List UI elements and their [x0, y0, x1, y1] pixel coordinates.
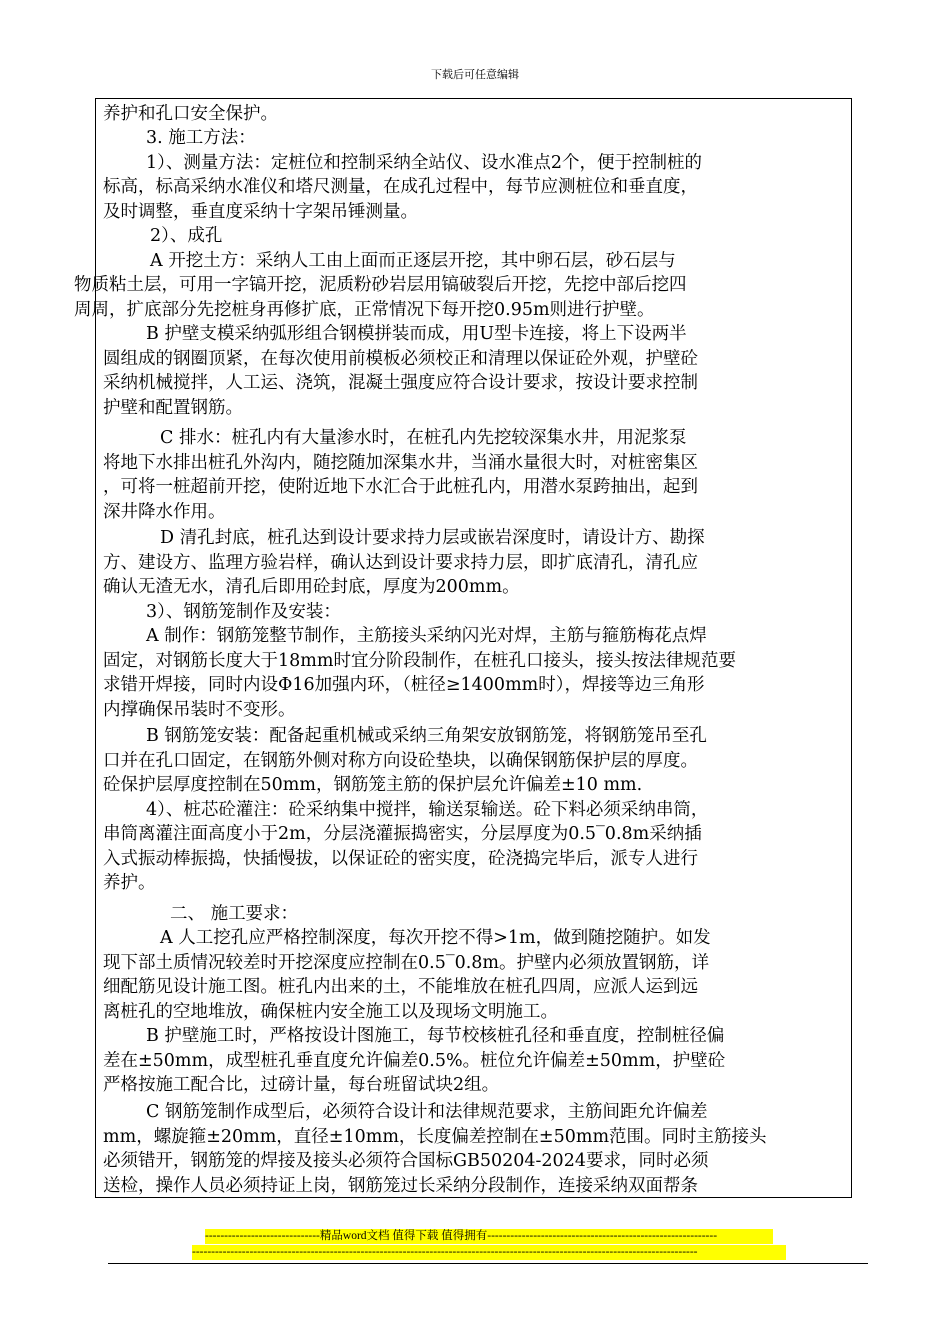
text-line: 确认无渣无水，清孔后即用砼封底，厚度为200mm。	[103, 577, 520, 597]
text-line: 严格按施工配合比，过磅计量，每台班留试块2组。	[103, 1075, 500, 1095]
text-line: 差在±50mm，成型桩孔垂直度允许偏差0.5%。桩位允许偏差±50mm，护壁砼	[103, 1051, 726, 1071]
promo-banner-line-2: ------------------------------------------------------------------------------------------------------------------------------------	[192, 1245, 786, 1260]
text-line: 采纳机械搅拌，人工运、浇筑，混凝土强度应符合设计要求，按设计要求控制	[103, 373, 698, 393]
text-line: 4）、桩芯砼灌注：砼采纳集中搅拌，输送泵输送。砼下料必须采纳串筒，	[146, 800, 709, 820]
text-line: ，可将一桩超前开挖，使附近地下水汇合于此桩孔内，用潜水泵跨抽出，起到	[103, 477, 698, 497]
text-line: 物质粘土层，可用一字镐开挖，泥质粉砂岩层用镐破裂后开挖，先挖中部后挖四	[74, 275, 687, 295]
text-line: 必须错开，钢筋笼的焊接及接头必须符合国标GB50204-2024要求，同时必须	[103, 1151, 709, 1171]
text-line: 送检，操作人员必须持证上岗，钢筋笼过长采纳分段制作，连接采纳双面帮条	[103, 1176, 698, 1196]
text-line: A 制作：钢筋笼整节制作，主筋接头采纳闪光对焊，主筋与箍筋梅花点焊	[146, 626, 707, 646]
text-line: 周周，扩底部分先挖桩身再修扩底，正常情况下每开挖0.95m则进行护壁。	[74, 300, 655, 320]
promo-banner-line-1: ------------------------------精品word文档 值得下载 值得拥有------------------------------------------------------------	[205, 1229, 773, 1244]
text-line: 1）、测量方法：定桩位和控制采纳全站仪、设水准点2个，便于控制桩的	[146, 153, 703, 173]
text-line: 串筒离灌注面高度小于2m，分层浇灌振捣密实，分层厚度为0.5‾0.8m采纳插	[103, 824, 702, 844]
page-header-note: 下载后可任意编辑	[431, 68, 519, 81]
text-line: A 人工挖孔应严格控制深度，每次开挖不得>1m，做到随挖随护。如发	[160, 928, 711, 948]
subsection-heading: 2）、成孔	[150, 226, 223, 246]
text-line: B 护壁支模采纳弧形组合钢模拼装而成，用U型卡连接，将上下设两半	[146, 324, 687, 344]
text-line: 及时调整，垂直度采纳十字架吊锤测量。	[103, 202, 418, 222]
text-line: 护壁和配置钢筋。	[103, 398, 243, 418]
text-line: mm，螺旋箍±20mm，直径±10mm，长度偏差控制在±50mm范围。同时主筋接头	[103, 1127, 767, 1147]
section-heading: 二、 施工要求：	[170, 904, 299, 924]
text-line: B 钢筋笼安装：配备起重机械或采纳三角架安放钢筋笼，将钢筋笼吊至孔	[146, 726, 707, 746]
text-line: 标高，标高采纳水准仪和塔尺测量，在成孔过程中，每节应测桩位和垂直度，	[103, 177, 698, 197]
text-line: 口并在孔口固定，在钢筋外侧对称方向设砼垫块，以确保钢筋保护层的厚度。	[103, 751, 698, 771]
text-line: C 排水：桩孔内有大量渗水时，在桩孔内先挖较深集水井，用泥浆泵	[160, 428, 687, 448]
text-line: D 清孔封底，桩孔达到设计要求持力层或嵌岩深度时，请设计方、勘探	[160, 528, 705, 548]
subsection-heading: 3）、钢筋笼制作及安装：	[146, 602, 341, 622]
text-line: 圆组成的钢圈顶紧，在每次使用前模板必须校正和清理以保证砼外观，护壁砼	[103, 349, 698, 369]
text-line: 砼保护层厚度控制在50mm，钢筋笼主筋的保护层允许偏差±10 mm.	[103, 775, 643, 795]
text-line: 方、建设方、监理方验岩样，确认达到设计要求持力层，即扩底清孔，清孔应	[103, 553, 698, 573]
text-line: A 开挖土方：采纳人工由上面而正逐层开挖，其中卵石层，砂石层与	[150, 251, 676, 271]
text-line: C 钢筋笼制作成型后，必须符合设计和法律规范要求，主筋间距允许偏差	[146, 1102, 708, 1122]
text-line: 现下部土质情况较差时开挖深度应控制在0.5‾0.8m。护壁内必须放置钢筋，详	[103, 953, 710, 973]
text-line: 固定，对钢筋长度大于18mm时宜分阶段制作，在桩孔口接头，接头按法律规范要	[103, 651, 736, 671]
text-line: 内撑确保吊装时不变形。	[103, 700, 296, 720]
text-line: 养护和孔口安全保护。	[103, 104, 278, 124]
text-line: 入式振动棒振捣，快插慢拔，以保证砼的密实度，砼浇捣完毕后，派专人进行	[103, 849, 698, 869]
text-line: 将地下水排出桩孔外沟内，随挖随加深集水井，当涌水量很大时，对桩密集区	[103, 453, 698, 473]
text-line: 离桩孔的空地堆放，确保桩内安全施工以及现场文明施工。	[103, 1002, 558, 1022]
text-line: 细配筋见设计施工图。桩孔内出来的土，不能堆放在桩孔四周，应派人运到远	[103, 977, 698, 997]
text-line: 深井降水作用。	[103, 502, 226, 522]
section-heading: 3. 施工方法：	[146, 128, 256, 148]
footer-rule	[108, 1263, 868, 1264]
text-line: 养护。	[103, 873, 156, 893]
text-line: 求错开焊接，同时内设Φ16加强内环，（桩径≥1400mm时），焊接等边三角形	[103, 675, 705, 695]
text-line: B 护壁施工时，严格按设计图施工，每节校核桩孔径和垂直度，控制桩径偏	[146, 1026, 725, 1046]
